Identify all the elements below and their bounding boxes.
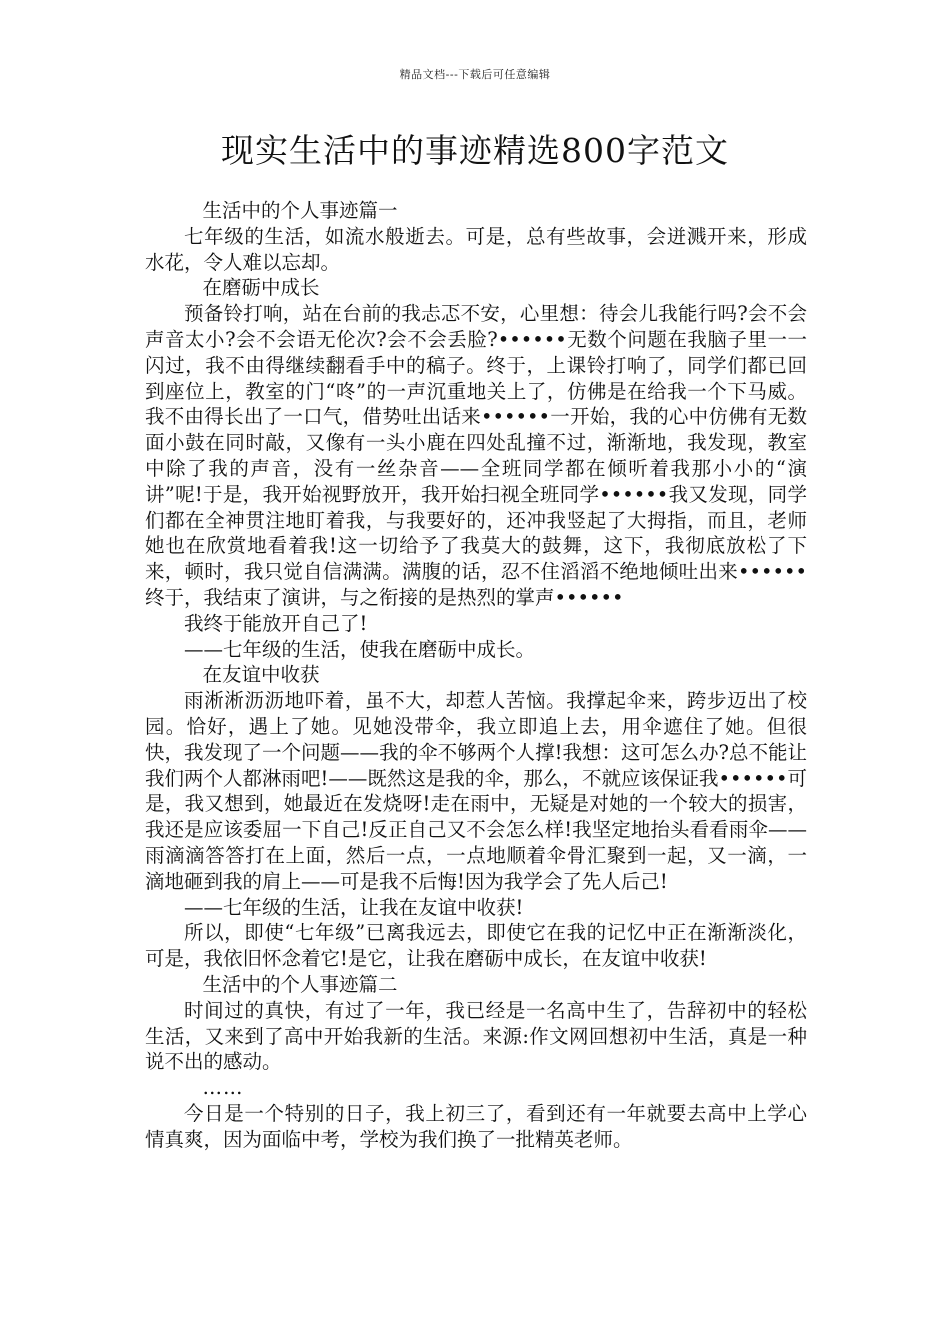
document-title: 现实生活中的事迹精选800字范文: [221, 131, 729, 170]
paragraph: 七年级的生活，如流水般逝去。可是，总有些故事，会迸溅开来，形成水花，令人难以忘却。: [145, 224, 807, 274]
paragraph: ——七年级的生活，让我在友谊中收获!: [184, 895, 524, 919]
paragraph: 今日是一个特别的日子，我上初三了，看到还有一年就要去高中上学心情真爽，因为面临中考，学校为我们换了一批精英老师。: [145, 1101, 807, 1151]
section-heading: 生活中的个人事迹篇一: [202, 199, 398, 222]
document-body: [145, 198, 807, 1152]
paragraph: 所以，即使“七年级”已离我远去，即使它在我的记忆中正在渐渐淡化，可是，我依旧怀念着它!是它，让我在磨砺中成长，在友谊中收获!: [145, 921, 807, 971]
subsection-heading: 在友谊中收获: [202, 663, 320, 687]
paragraph: 预备铃打响，站在台前的我忐忑不安，心里想：待会儿我能行吗?会不会声音太小?会不会语无伦次?会不会丢脸?••••••无数个问题在我脑子里一一闪过，我不由得继续翻看手中的稿子。终于，上课铃打响了，同学们都已回到座位上，教室的门“咚”的一声沉重地关上了，仿佛是在给我一个下马威。我不由得长出了一口气，借势吐出话来••••••一开始，我的心中仿佛有无数面小鼓在同时敲，又像有一头小鹿在四处乱撞不过，渐渐地，我发现，教室中除了我的声音，没有一丝杂音——全班同学都在倾听着我那小小的“演讲”呢!于是，我开始视野放开，我开始扫视全班同学••••••我又发现，同学们都在全神贯注地盯着我，与我要好的，还冲我竖起了大拇指，而且，老师她也在欣赏地看着我!这一切给予了我莫大的鼓舞，这下，我彻底放松了下来，顿时，我只觉自信满满。满腹的话，忍不住滔滔不绝地倾吐出来••••••终于，我结束了演讲，与之衔接的是热烈的掌声••••••: [145, 302, 807, 609]
subsection-heading: 在磨砺中成长: [202, 276, 320, 300]
paragraph: 我终于能放开自己了!: [184, 611, 368, 635]
paragraph: 时间过的真快，有过了一年，我已经是一名高中生了，告辞初中的轻松生活，又来到了高中开始我新的生活。来源:作文网回想初中生活，真是一种说不出的感动。: [145, 998, 807, 1074]
paragraph: ——七年级的生活，使我在磨砺中成长。: [184, 637, 536, 661]
section-heading: 生活中的个人事迹篇二: [202, 972, 398, 996]
ellipsis-line: ……: [202, 1076, 244, 1100]
page-header: 精品文档---下载后可任意编辑: [399, 68, 551, 81]
paragraph: 雨淅淅沥沥地吓着，虽不大，却惹人苦恼。我撑起伞来，跨步迈出了校园。恰好，遇上了她。见她没带伞，我立即追上去，用伞遮住了她。但很快，我发现了一个问题——我的伞不够两个人撑!我想：这可怎么办?总不能让我们两个人都淋雨吧!——既然这是我的伞，那么，不就应该保证我••••••可是，我又想到，她最近在发烧呀!走在雨中，无疑是对她的一个较大的损害，我还是应该委屈一下自己!反正自己又不会怎么样!我坚定地抬头看看雨伞——雨滴滴答答打在上面，然后一点，一点地顺着伞骨汇聚到一起，又一滴，一滴地砸到我的肩上——可是我不后悔!因为我学会了先人后己!: [145, 689, 807, 893]
